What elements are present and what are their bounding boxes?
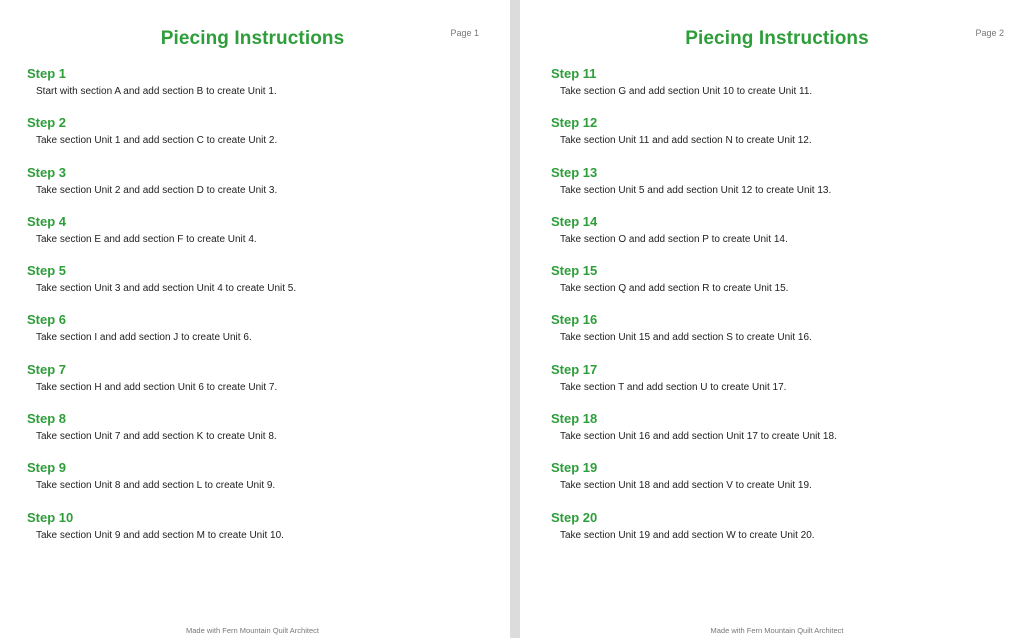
step-text: Take section Unit 16 and add section Unit 17 to create Unit 18.	[560, 431, 837, 443]
step-text: Take section Unit 5 and add section Unit 12 to create Unit 13.	[560, 184, 832, 196]
step-title: Step 1	[27, 66, 67, 81]
step-text: Take section I and add section J to create Unit 6.	[36, 332, 252, 344]
step-item	[551, 165, 1024, 214]
step-item	[27, 312, 510, 361]
step-title: Step 14	[551, 213, 598, 229]
step-text: Take section Unit 1 and add section C to create Unit 2.	[36, 135, 278, 147]
step-item	[27, 165, 510, 214]
step-title: Step 12	[551, 115, 598, 131]
page-number: Page 1	[450, 28, 479, 38]
step-list	[551, 66, 1024, 559]
page-footer: Made with Fern Mountain Quilt Architect	[186, 626, 319, 635]
step-text: Take section Unit 2 and add section D to create Unit 3.	[36, 184, 278, 196]
step-text: Take section T and add section U to create Unit 17.	[560, 381, 787, 393]
step-text: Take section Unit 9 and add section M to create Unit 10.	[36, 529, 284, 541]
step-text: Take section Unit 19 and add section W to create Unit 20.	[560, 529, 815, 541]
step-item	[551, 411, 1024, 460]
step-title: Step 13	[551, 164, 598, 180]
step-title: Step 6	[27, 312, 67, 328]
step-text: Take section Unit 8 and add section L to create Unit 9.	[36, 480, 276, 492]
step-title: Step 18	[551, 411, 598, 427]
step-item	[551, 362, 1024, 411]
step-text: Take section O and add section P to create Unit 14.	[560, 233, 788, 245]
page-title: Piecing Instructions	[685, 28, 869, 49]
page-footer: Made with Fern Mountain Quilt Architect	[710, 626, 844, 635]
page-title: Piecing Instructions	[160, 28, 345, 49]
step-text: Take section H and add section Unit 6 to create Unit 7.	[36, 381, 278, 393]
step-item	[551, 460, 1024, 509]
step-title: Step 15	[551, 263, 598, 279]
step-title: Step 3	[27, 164, 67, 180]
step-text: Take section Unit 3 and add section Unit 4 to create Unit 5.	[36, 283, 297, 295]
step-text: Take section Unit 15 and add section S to create Unit 16.	[560, 332, 812, 344]
step-title: Step 8	[27, 411, 67, 427]
step-item	[551, 214, 1024, 263]
step-item	[27, 411, 510, 460]
step-title: Step 2	[27, 115, 67, 131]
page-number: Page 2	[975, 28, 1004, 38]
step-item	[27, 214, 510, 263]
step-title: Step 17	[551, 361, 598, 377]
step-item	[27, 115, 510, 164]
step-item	[27, 66, 510, 115]
step-text: Take section Unit 11 and add section N to create Unit 12.	[560, 135, 812, 147]
page-1	[0, 0, 510, 638]
step-text: Take section Unit 18 and add section V to create Unit 19.	[560, 480, 812, 492]
step-text: Take section Q and add section R to create Unit 15.	[560, 283, 789, 295]
step-list	[27, 66, 510, 559]
step-title: Step 20	[551, 509, 598, 525]
step-item	[27, 362, 510, 411]
step-item	[551, 510, 1024, 559]
step-title: Step 7	[27, 361, 67, 377]
step-text: Take section Unit 7 and add section K to create Unit 8.	[36, 431, 277, 443]
step-item	[27, 460, 510, 509]
step-item	[551, 312, 1024, 361]
step-title: Step 11	[551, 66, 597, 81]
step-text: Start with section A and add section B to create Unit 1.	[36, 86, 277, 97]
step-item	[27, 510, 510, 559]
step-text: Take section G and add section Unit 10 to create Unit 11.	[560, 86, 813, 97]
step-text: Take section E and add section F to create Unit 4.	[36, 233, 257, 245]
step-title: Step 5	[27, 263, 67, 279]
step-title: Step 10	[27, 509, 74, 525]
step-item	[551, 115, 1024, 164]
step-title: Step 9	[27, 460, 67, 476]
step-item	[551, 66, 1024, 115]
step-title: Step 19	[551, 460, 598, 476]
step-title: Step 4	[27, 213, 67, 229]
step-title: Step 16	[551, 312, 598, 328]
page-2	[520, 0, 1024, 638]
step-item	[551, 263, 1024, 312]
step-item	[27, 263, 510, 312]
